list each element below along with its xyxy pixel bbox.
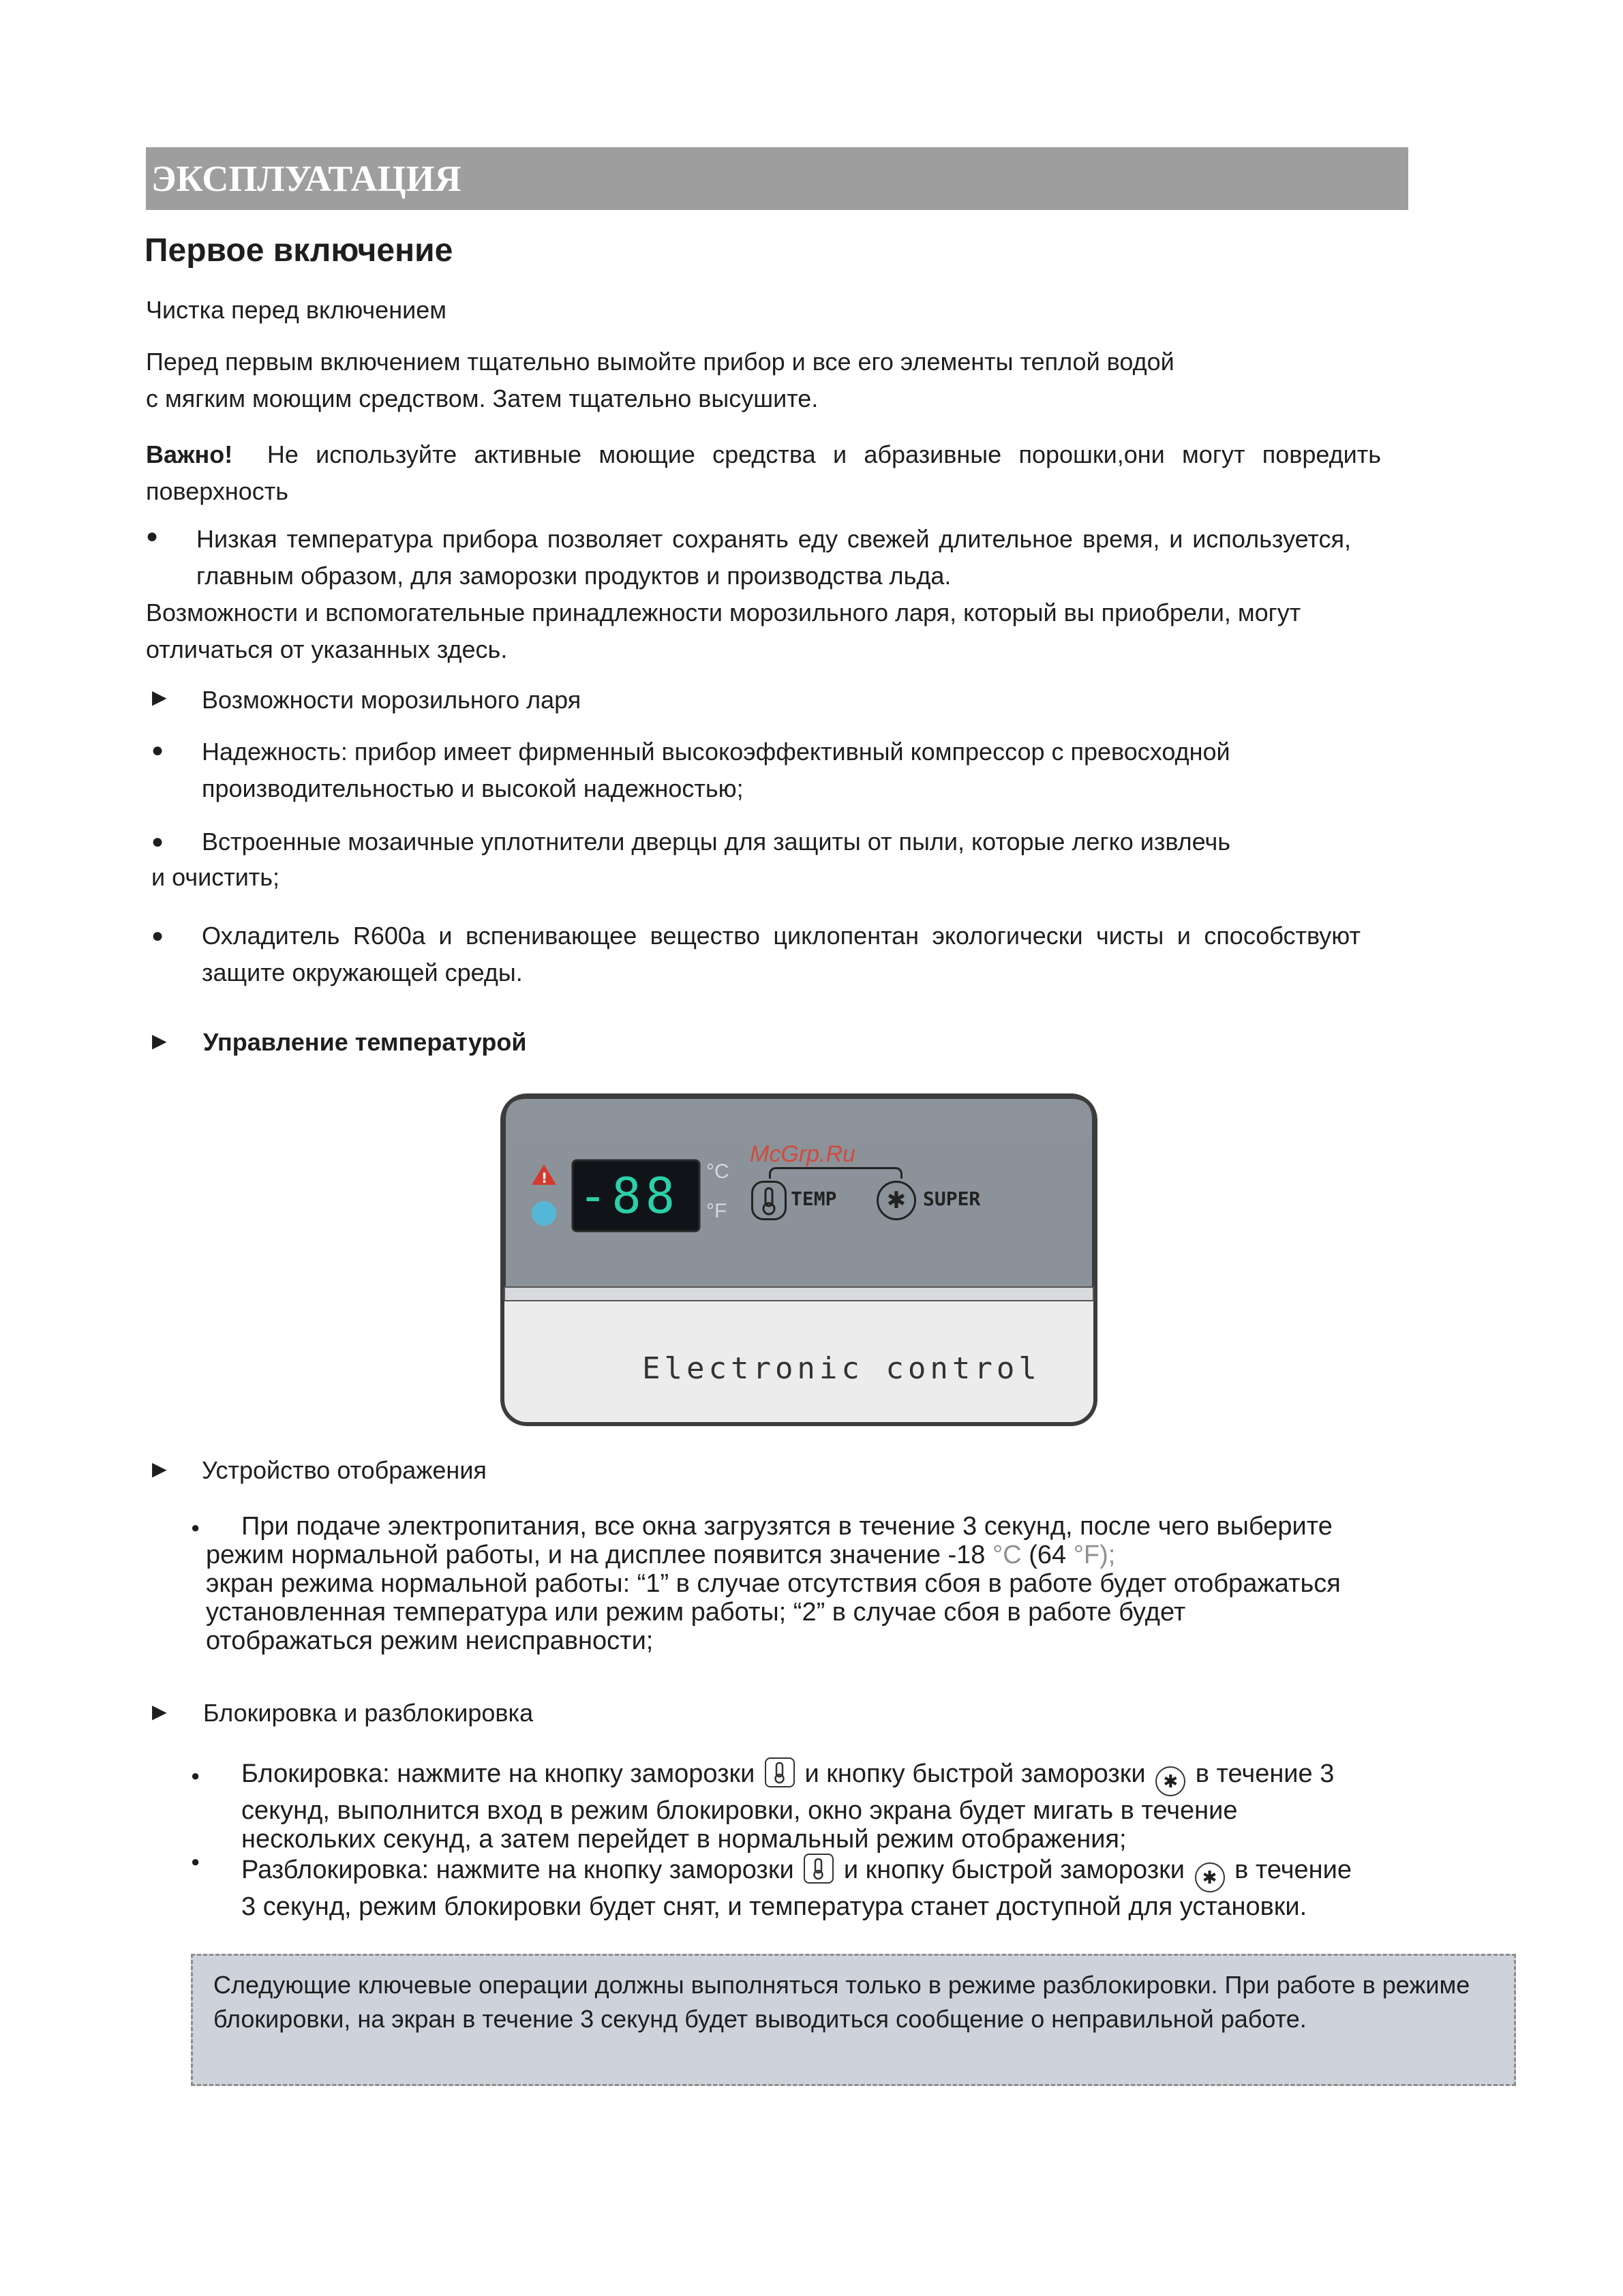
cleaning-paragraph: Перед первым включением тщательно вымойте прибор и все его элементы теплой водой с мягким моющим средством. Затем тщательно высушите. <box>146 348 1174 412</box>
temp-control-title: Управление температурой <box>203 1028 527 1056</box>
super-button-icon[interactable]: ✱ <box>877 1181 916 1220</box>
low-temp-paragraph: Низкая температура прибора позволяет сохранять еду свежей длительное время, и используется, главным образом, для заморозки продуктов и производства льда. <box>196 525 1351 590</box>
feature-reliability: Надежность: прибор имеет фирменный высокоэффективный компрессор с превосходной производительностью и высокой надежностью; <box>202 738 1230 802</box>
temp-button-label: TEMP <box>791 1188 837 1210</box>
bullet-icon: ● <box>191 1853 200 1870</box>
feature-refrigerant: Охладитель R600a и вспенивающее вещество циклопентан экологически чисты и способствуют защите окружающей среды. <box>202 922 1361 986</box>
svg-text:!: ! <box>541 1170 548 1186</box>
arrow-icon: ► <box>147 1697 172 1725</box>
display-paragraph: При подаче электропитания, все окна загрузятся в течение 3 секунд, после чего выберите режим нормальной работы, и на дисплее появится значение -18 °C (64 °F); экран режима нормальной работы: “1” в случае отсутствия сбоя в работе будет отображаться установленная температура или режим работы; “2” в случае сбоя в работе будет отображаться режим неисправности; <box>206 1512 1341 1655</box>
note-box <box>191 1954 1516 2086</box>
important-label: Важно! <box>146 440 233 468</box>
bullet-icon: ● <box>146 525 159 547</box>
thermometer-icon <box>765 1757 795 1787</box>
feature-seals-cont: и очистить; <box>151 863 280 891</box>
thermometer-icon <box>804 1854 834 1884</box>
unit-fahrenheit: °F <box>706 1200 727 1222</box>
section-banner: ЭКСПЛУАТАЦИЯ <box>146 147 1408 210</box>
temp-button-icon[interactable] <box>751 1181 787 1220</box>
arrow-icon: ► <box>147 1027 172 1055</box>
display-section-title: Устройство отображения <box>202 1456 487 1484</box>
important-text: Не используйте активные моющие средства и абразивные порошки,они могут повредить поверхность <box>146 440 1381 505</box>
lock-section-title: Блокировка и разблокировка <box>203 1699 534 1727</box>
arrow-icon: ► <box>147 683 172 711</box>
snowflake-icon: ✱ <box>1155 1766 1185 1796</box>
thermometer-icon <box>753 1183 785 1218</box>
watermark: McGrp.Ru <box>750 1141 855 1167</box>
bullet-icon: ● <box>151 924 164 947</box>
display-digits: -88 <box>578 1167 680 1224</box>
features-note: Возможности и вспомогательные принадлежности морозильного ларя, который вы приобрели, могут отличаться от указанных здесь. <box>146 599 1301 663</box>
unit-celsius: °C <box>706 1160 729 1183</box>
panel-label: Electronic control <box>642 1351 1041 1386</box>
lock-paragraph: Блокировка: нажмите на кнопку заморозки и кнопку быстрой заморозки ✱ в течение 3 секунд, выполнится вход в режим блокировки, окно экрана будет мигать в течение нескольких секунд, а затем перейдет в нормальный режим отображения; Разблокировка: нажмите на кнопку заморозки и кнопку быстрой заморозки ✱ в течение 3 секунд, режим блокировки будет снят, и температура станет доступной для установки. <box>241 1757 1509 1921</box>
bullet-icon: ● <box>151 830 164 853</box>
cleaning-subheading: Чистка перед включением <box>146 296 446 324</box>
bullet-icon: ● <box>191 1767 200 1784</box>
note-text: Следующие ключевые операции должны выполняться только в режиме разблокировки. При работе в режиме блокировки, на экран в течение 3 секунд будет выводиться сообщение о неправильной работе. <box>213 1971 1470 2033</box>
important-paragraph <box>146 436 1381 510</box>
page-heading: Первое включение <box>145 232 453 269</box>
button-bracket <box>769 1167 902 1179</box>
super-button-label: SUPER <box>923 1188 981 1210</box>
feature-seals: Встроенные мозаичные уплотнители дверцы для защиты от пыли, которые легко извлечь <box>202 828 1231 856</box>
control-panel <box>499 1092 1099 1428</box>
bullet-icon: ● <box>151 739 164 761</box>
arrow-icon: ► <box>147 1455 172 1483</box>
bullet-icon: ● <box>191 1519 200 1536</box>
snowflake-icon: ✱ <box>1195 1862 1225 1892</box>
features-title: Возможности морозильного ларя <box>202 686 581 714</box>
